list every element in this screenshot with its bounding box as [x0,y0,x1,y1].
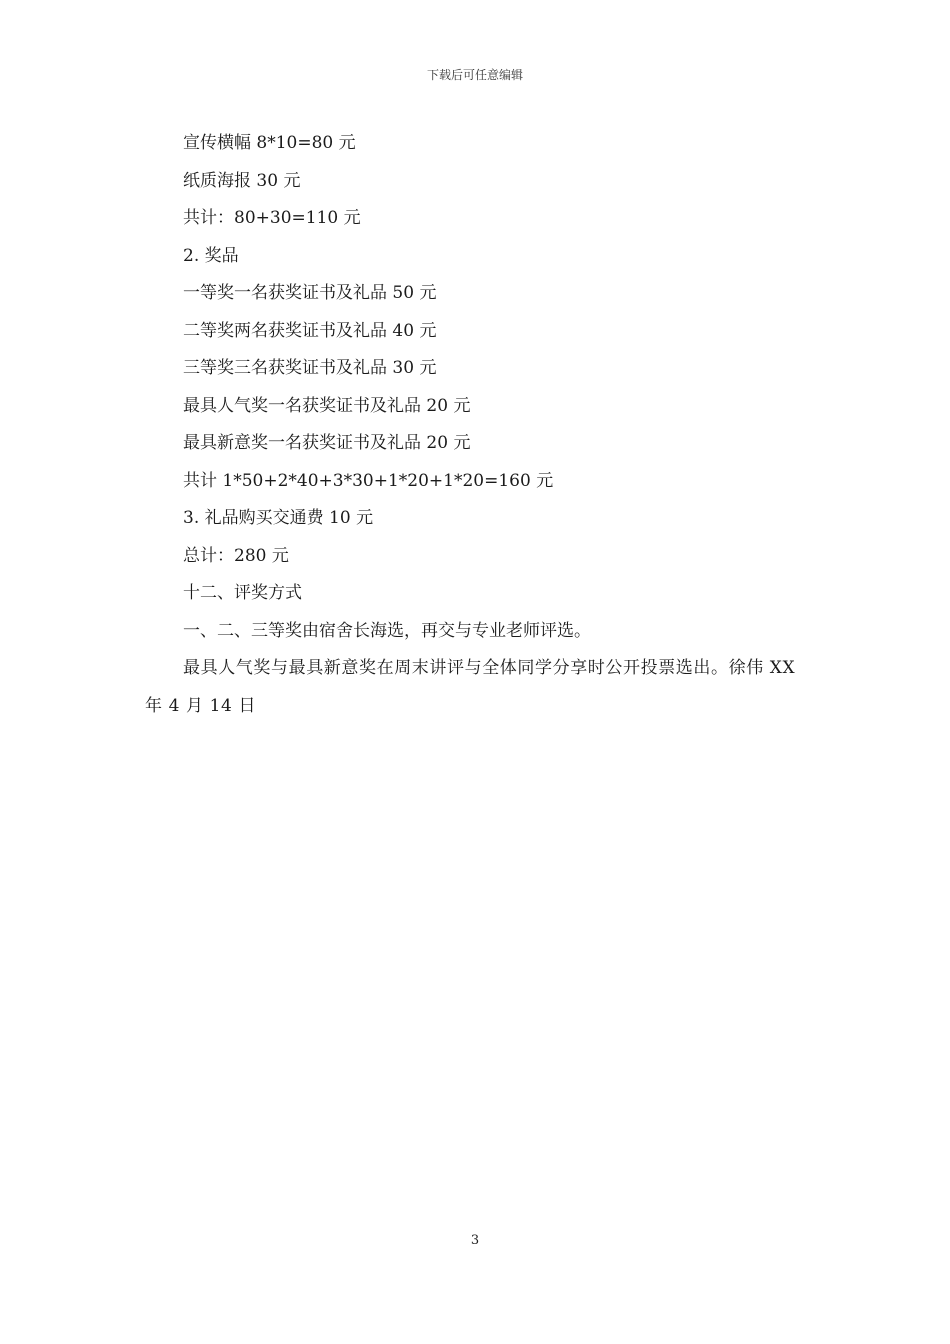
prize-line-third: 三等奖三名获奖证书及礼品 30 元 [183,358,437,378]
budget-line-banner: 宣传横幅 8*10=80 元 [183,133,356,153]
grand-total: 总计：280 元 [183,545,289,566]
transport-cost-line: 3. 礼品购买交通费 10 元 [183,508,374,528]
prize-subtotal: 共计 1*50+2*40+3*30+1*20+1*20=160 元 [183,470,554,491]
document-body [145,125,810,725]
prize-line-second: 二等奖两名获奖证书及礼品 40 元 [183,320,437,341]
section-heading-prizes: 2. 奖品 [183,245,239,266]
prize-line-first: 一等奖一名获奖证书及礼品 50 元 [183,283,437,303]
judging-rule-line: 一、二、三等奖由宿舍长海选，再交与专业老师评选。 [183,620,591,641]
section-heading-judging: 十二、评奖方式 [183,583,302,603]
budget-line-poster: 纸质海报 30 元 [183,170,301,191]
page-header: 下载后可任意编辑 [426,68,523,82]
budget-line-subtotal-publicity: 共计：80+30=110 元 [183,208,361,228]
prize-line-creativity: 最具新意奖一名获奖证书及礼品 20 元 [183,433,471,453]
prize-line-popularity: 最具人气奖一名获奖证书及礼品 20 元 [183,395,471,416]
page-number: 3 [470,1233,480,1248]
closing-paragraph: 最具人气奖与最具新意奖在周末讲评与全体同学分享时公开投票选出。徐伟 XX 年 4 月 14 日 [145,658,796,716]
